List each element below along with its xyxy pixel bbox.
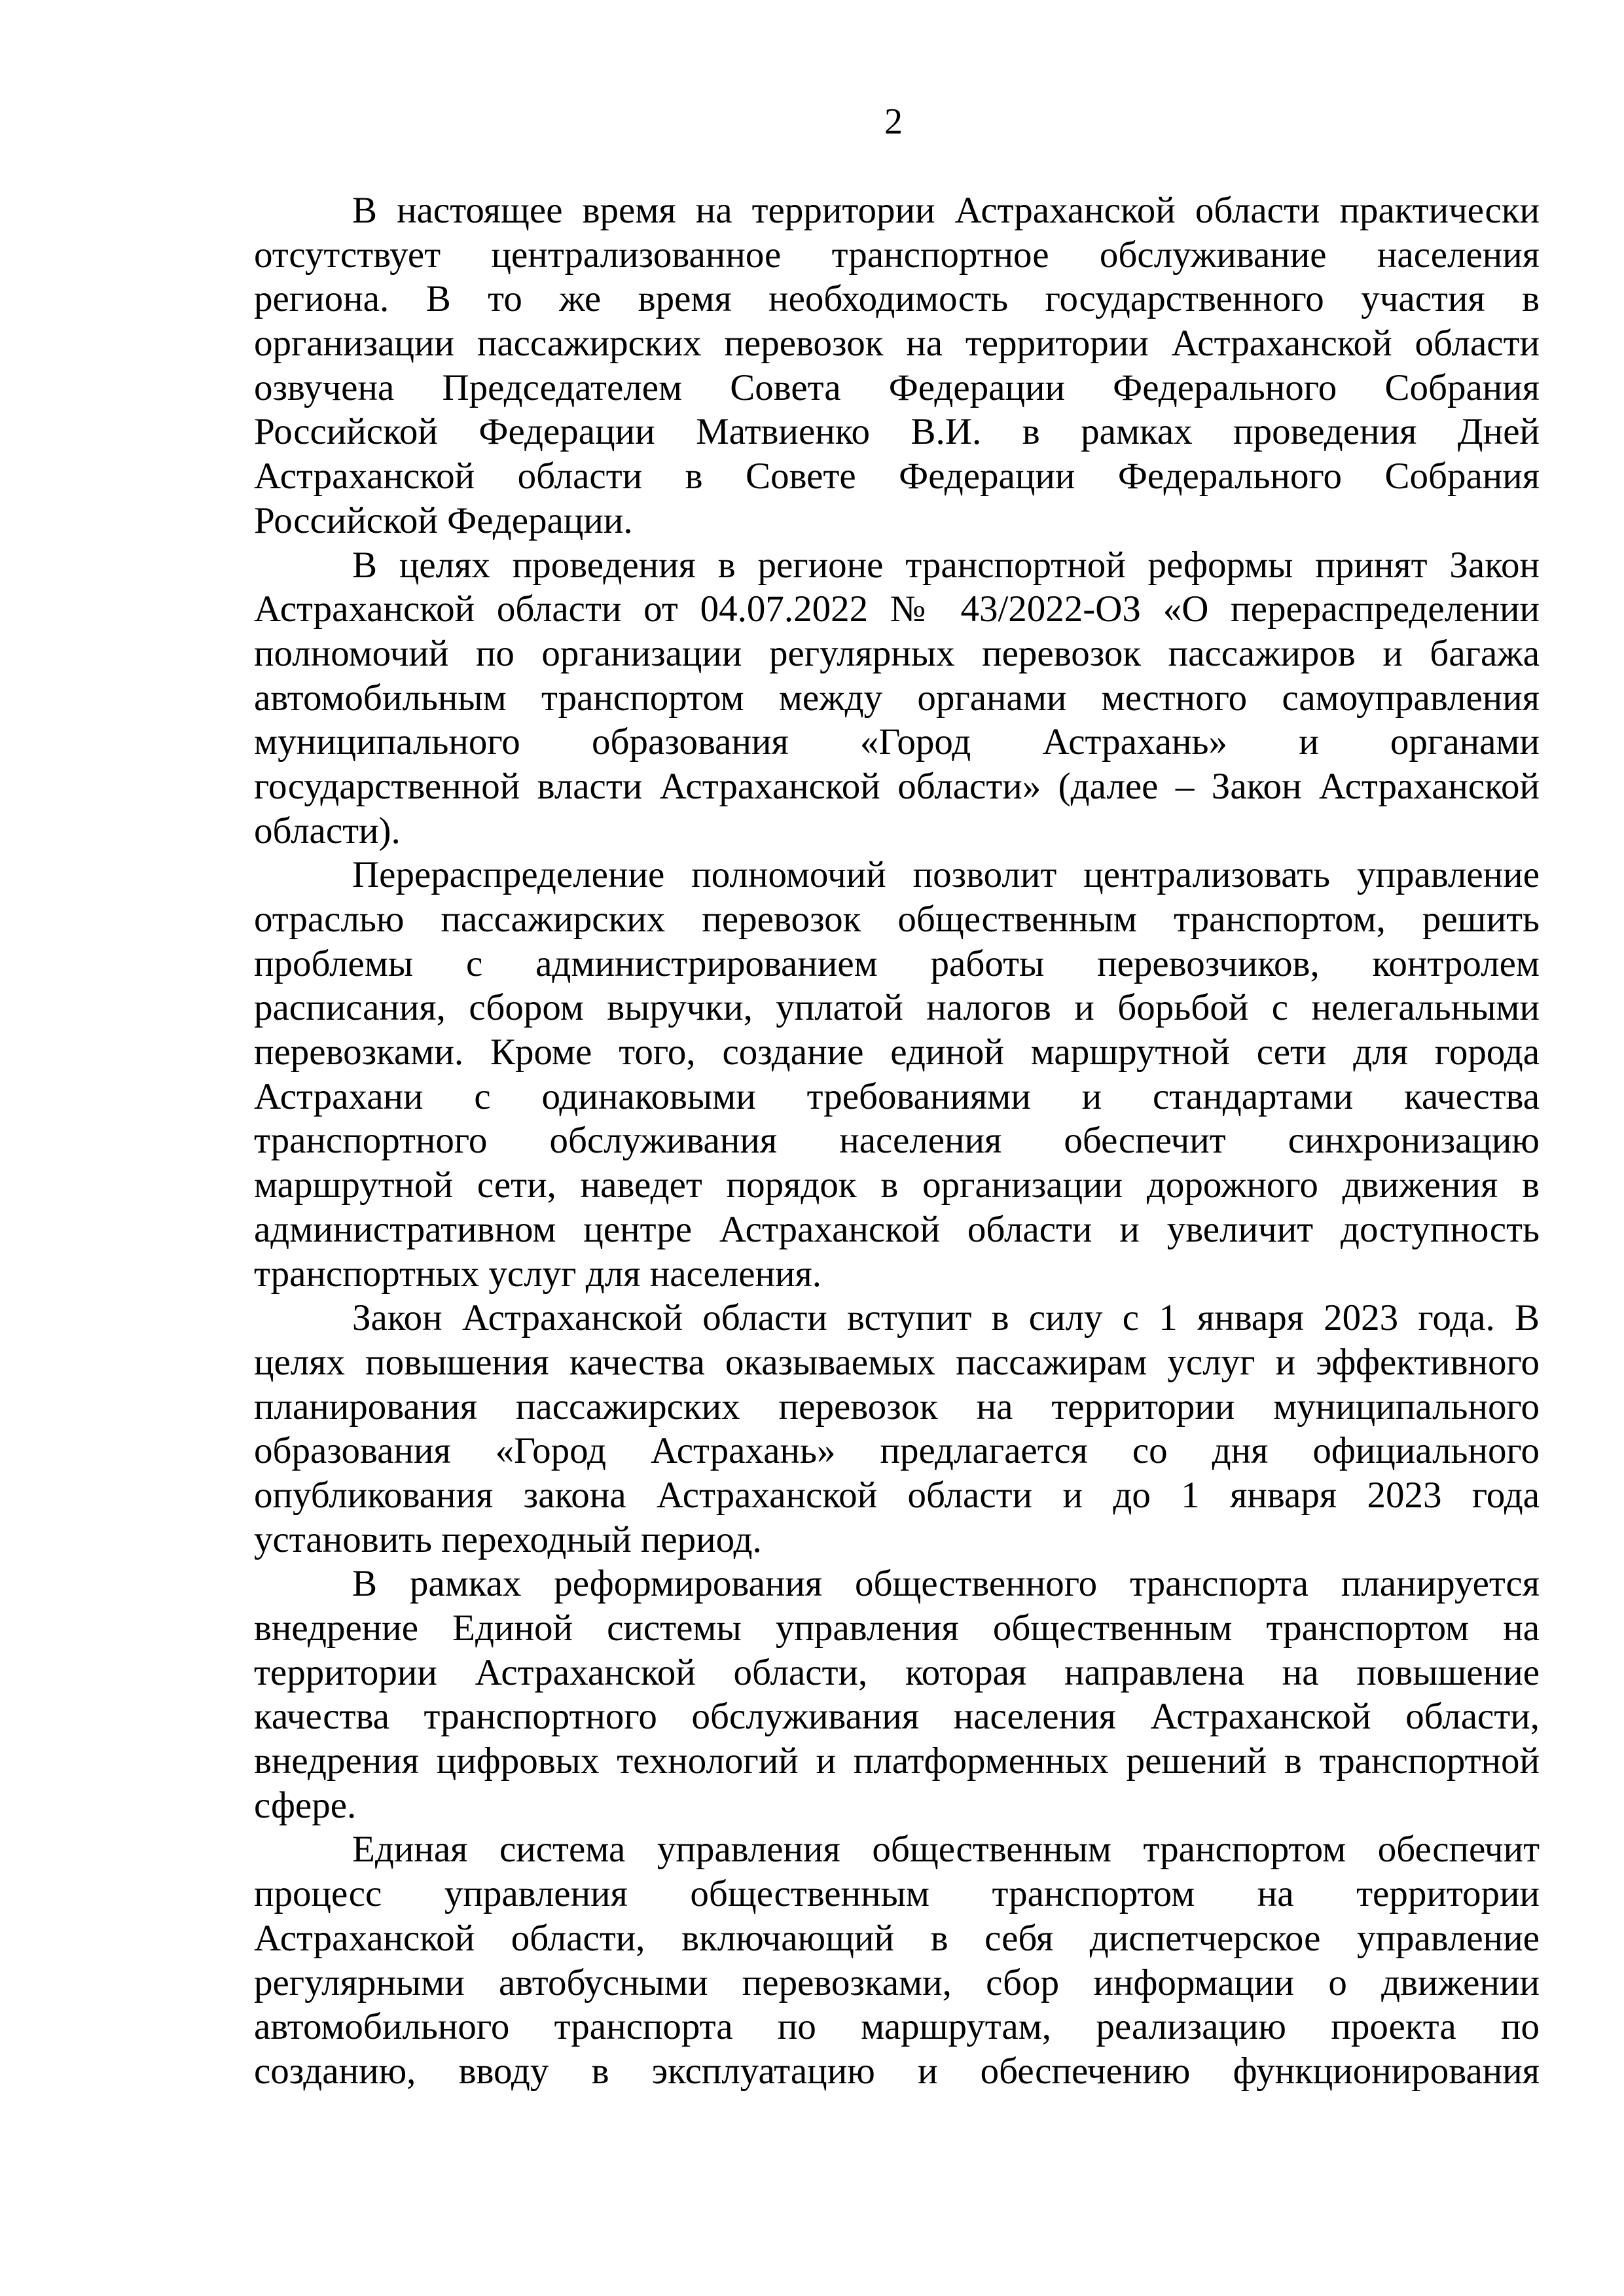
text-line: качества транспортного обслуживания населения Астраханской области, [254, 1696, 1540, 1738]
text-line: Российской Федерации Матвиенко В.И. в рамках проведения Дней [254, 411, 1540, 453]
text-line: маршрутной сети, наведет порядок в организации дорожного движения в [254, 1164, 1540, 1206]
paragraph [254, 853, 1540, 1296]
text-line: целях повышения качества оказываемых пассажирам услуг и эффективного [254, 1341, 1540, 1383]
paragraph [254, 1827, 1540, 2093]
text-line: внедрения цифровых технологий и платформенных решений в транспортной [254, 1740, 1540, 1782]
text-line: полномочий по организации регулярных перевозок пассажиров и багажа [254, 632, 1540, 674]
text-line: сфере. [254, 1784, 357, 1826]
text-line: расписания, сбором выручки, уплатой налогов и борьбой с нелегальными [254, 987, 1540, 1029]
text-line: В настоящее время на территории Астраханской области практически [352, 190, 1540, 231]
text-line: государственной власти Астраханской области» (далее – Закон Астраханской [254, 765, 1540, 807]
paragraph [254, 188, 1540, 543]
text-line: планирования пассажирских перевозок на территории муниципального [254, 1386, 1540, 1427]
text-line: В целях проведения в регионе транспортной реформы принят Закон [352, 544, 1540, 586]
text-line: Закон Астраханской области вступит в силу с 1 января 2023 года. В [352, 1297, 1540, 1339]
text-line: транспортного обслуживания населения обеспечит синхронизацию [254, 1120, 1540, 1162]
text-line: созданию, вводу в эксплуатацию и обеспечению функционирования [254, 2050, 1540, 2092]
paragraph [254, 1296, 1540, 1562]
text-line: Астраханской области, включающий в себя диспетчерское управление [254, 1917, 1540, 1959]
text-line: Астраханской области от 04.07.2022 № 43/2022-ОЗ «О перераспределении [254, 588, 1540, 630]
text-line: Единая система управления общественным транспортом обеспечит [352, 1829, 1540, 1871]
text-line: автомобильным транспортом между органами местного самоуправления [254, 677, 1540, 719]
text-line: образования «Город Астрахань» предлагается со дня официального [254, 1430, 1540, 1472]
text-line: Астрахани с одинаковыми требованиями и стандартами качества [254, 1075, 1540, 1117]
text-line: В рамках реформирования общественного транспорта планируется [352, 1563, 1540, 1605]
text-line: опубликования закона Астраханской области и до 1 января 2023 года [254, 1474, 1540, 1516]
text-line: административном центре Астраханской области и увеличит доступность [254, 1208, 1540, 1250]
document-body [254, 188, 1540, 2094]
text-line: муниципального образования «Город Астрахань» и органами [254, 721, 1540, 763]
paragraph [254, 543, 1540, 853]
text-line: внедрение Единой системы управления общественным транспортом на [254, 1607, 1540, 1649]
text-line: отсутствует централизованное транспортное обслуживание населения [254, 234, 1540, 276]
paragraph [254, 1562, 1540, 1827]
text-line: перевозками. Кроме того, создание единой маршрутной сети для города [254, 1031, 1540, 1073]
text-line: установить переходный период. [254, 1518, 762, 1560]
text-line: территории Астраханской области, которая направлена на повышение [254, 1651, 1540, 1693]
text-line: региона. В то же время необходимость государственного участия в [254, 278, 1540, 320]
text-line: транспортных услуг для населения. [254, 1253, 822, 1295]
text-line: области). [254, 810, 401, 852]
text-line: озвучена Председателем Совета Федерации Федерального Собрания [254, 367, 1540, 408]
text-line: регулярными автобусными перевозками, сбор информации о движении [254, 1962, 1540, 2003]
text-line: проблемы с администрированием работы перевозчиков, контролем [254, 942, 1540, 984]
text-line: отраслью пассажирских перевозок общественным транспортом, решить [254, 899, 1540, 940]
text-line: организации пассажирских перевозок на территории Астраханской области [254, 323, 1540, 365]
page-number: 2 [884, 101, 903, 142]
text-line: Астраханской области в Совете Федерации Федерального Собрания [254, 456, 1540, 497]
text-line: Перераспределение полномочий позволит централизовать управление [352, 854, 1540, 896]
text-line: процесс управления общественным транспортом на территории [254, 1873, 1540, 1915]
text-line: автомобильного транспорта по маршрутам, реализацию проекта по [254, 2006, 1540, 2048]
text-line: Российской Федерации. [254, 499, 633, 541]
